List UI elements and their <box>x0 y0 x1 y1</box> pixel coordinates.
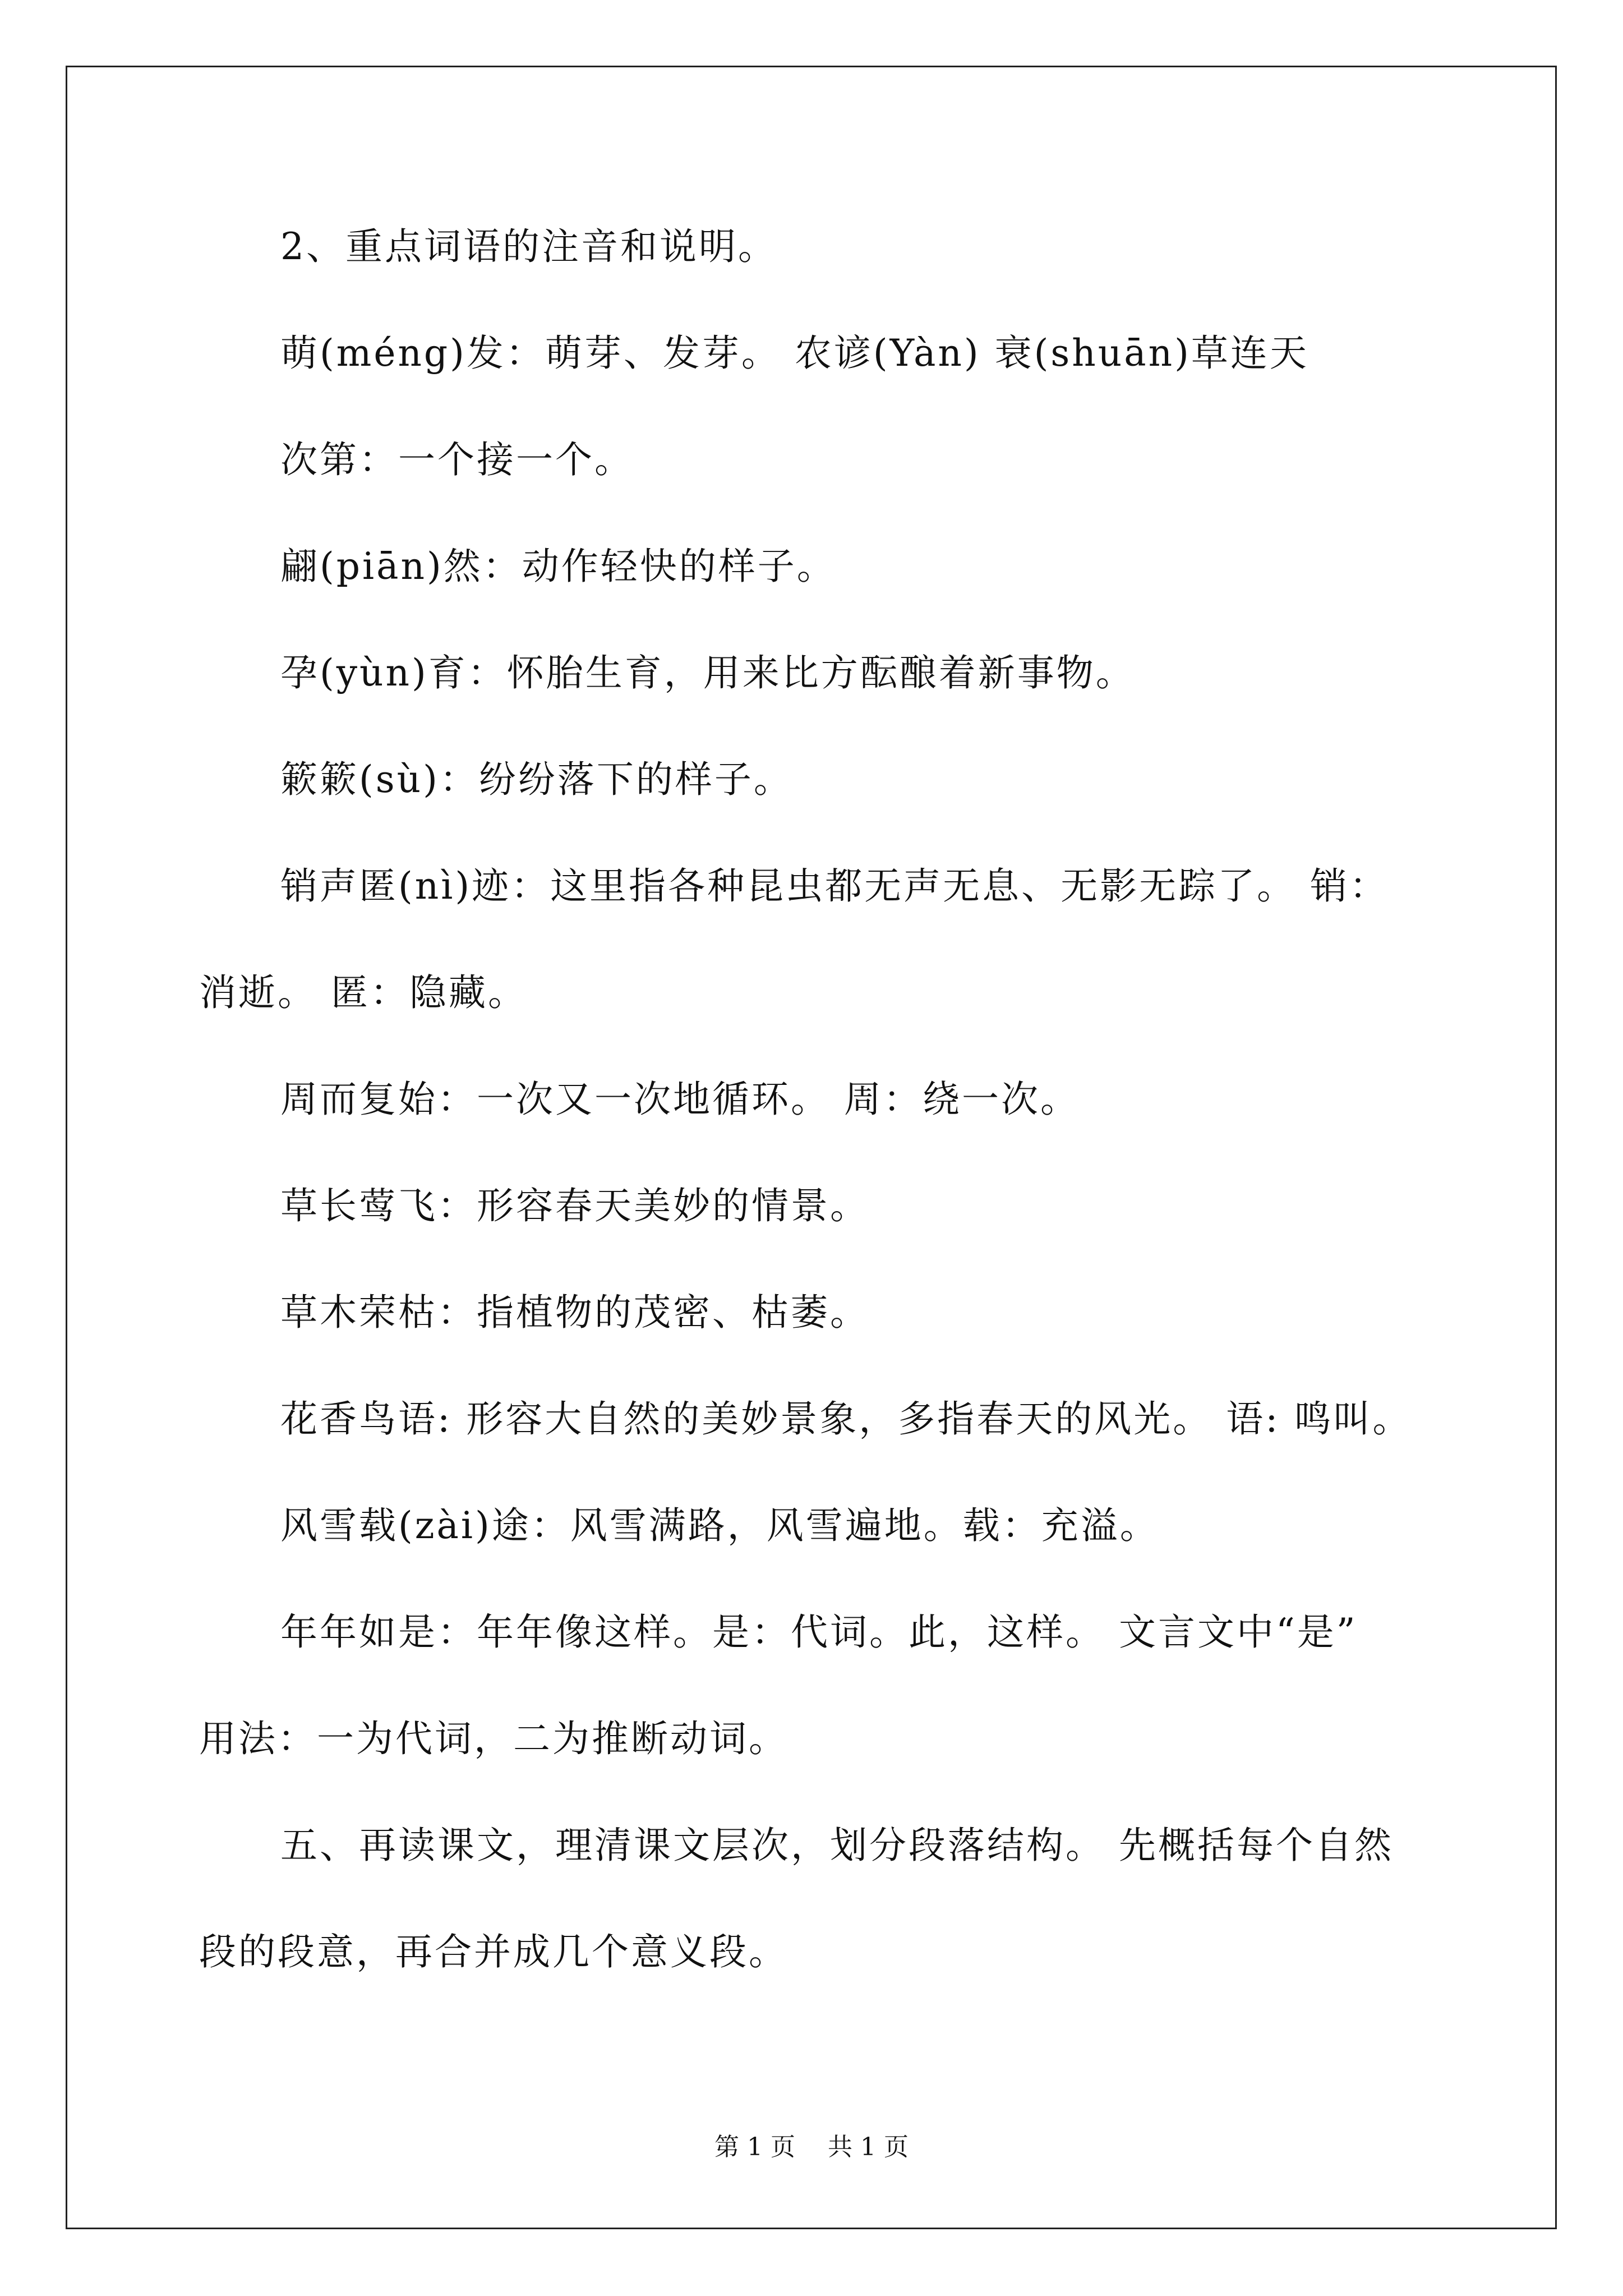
text-line: 草木荣枯：指植物的茂密、枯萎。 <box>280 1291 869 1334</box>
text-line: 段的段意，再合并成几个意义段。 <box>199 1930 788 1973</box>
text-line: 五、再读课文，理清课文层次，划分段落结构。 先概括每个自然 <box>280 1824 1394 1867</box>
text-line: 孕(yùn)育：怀胎生育，用来比方酝酿着新事物。 <box>280 651 1135 694</box>
text-line: 年年如是：年年像这样。是：代词。此，这样。 文言文中“是” <box>280 1611 1358 1654</box>
text-line: 消逝。 匿：隐藏。 <box>199 971 527 1014</box>
text-line: 萌(méng)发：萌芽、发芽。 农谚(Yàn) 衰(shuān)草连天 <box>280 332 1309 375</box>
text-line: 簌簌(sù)：纷纷落下的样子。 <box>280 758 793 801</box>
page-border <box>66 66 1557 2229</box>
text-line: 草长莺飞：形容春天美妙的情景。 <box>280 1184 869 1227</box>
text-line: 用法：一为代词，二为推断动词。 <box>199 1717 788 1760</box>
text-line: 周而复始：一次又一次地循环。 周：绕一次。 <box>280 1078 1080 1121</box>
text-line: 花香鸟语: 形容大自然的美妙景象，多指春天的风光。 语: 鸣叫。 <box>280 1397 1412 1441</box>
text-line: 翩(piān)然：动作轻快的样子。 <box>280 545 836 588</box>
text-line: 销声匿(nì)迹：这里指各种昆虫都无声无息、无影无踪了。 销： <box>280 864 1389 908</box>
text-line: 风雪载(zài)途：风雪满路，风雪遍地。载：充溢。 <box>280 1504 1159 1547</box>
page-number-footer: 第 1 页 共 1 页 <box>714 2133 909 2161</box>
text-line: 2、重点词语的注音和说明。 <box>280 225 777 268</box>
text-line: 次第：一个接一个。 <box>280 438 634 481</box>
